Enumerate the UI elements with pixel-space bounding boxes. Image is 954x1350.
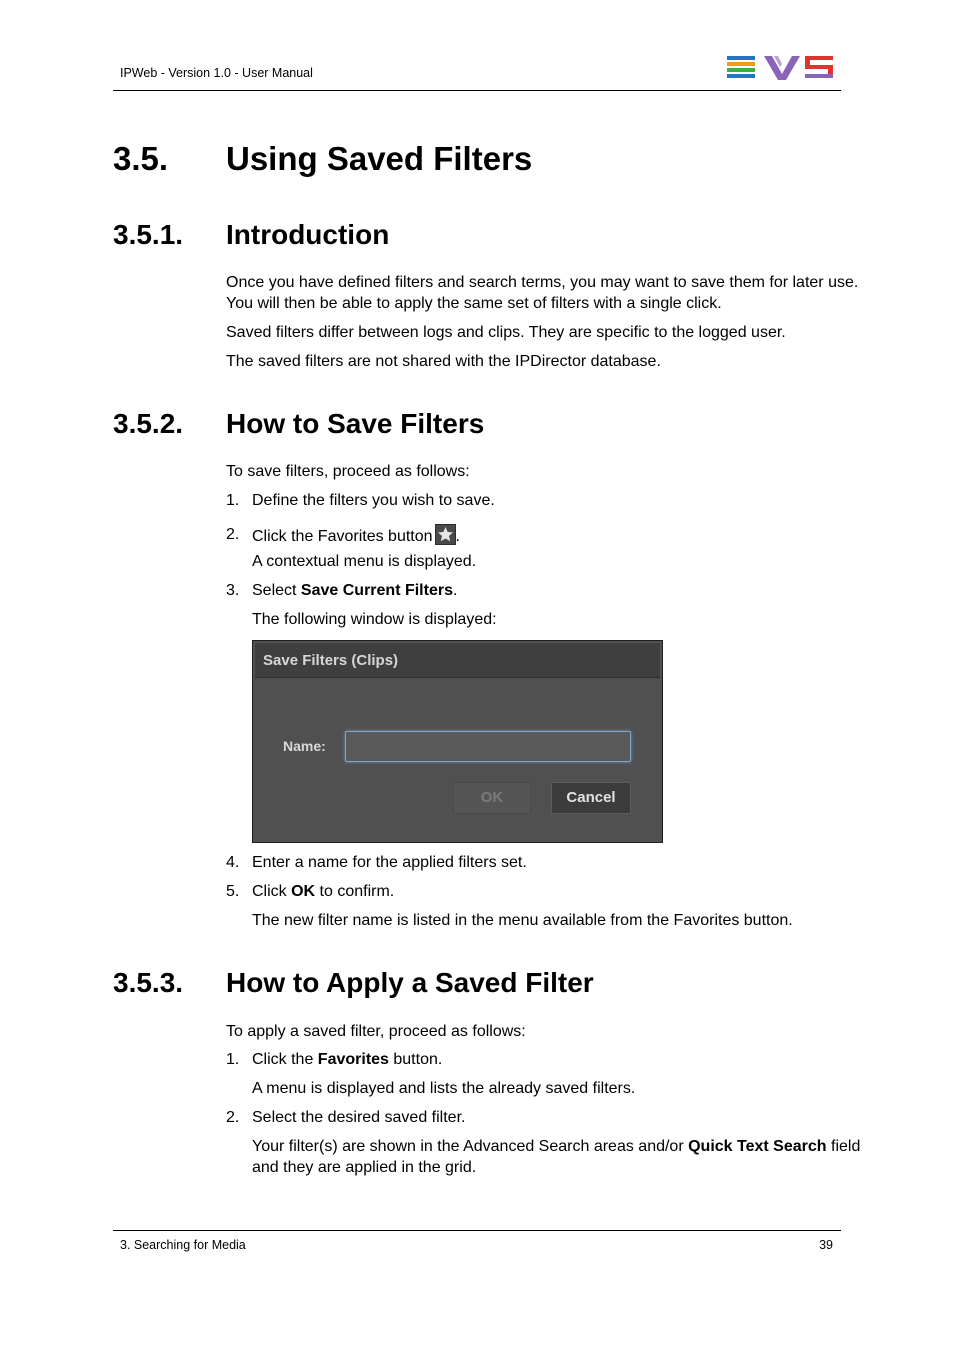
intro-title: Introduction xyxy=(226,219,390,250)
save-step5-note: The new filter name is listed in the menu available from the Favorites button. xyxy=(252,912,793,929)
save-step2 xyxy=(252,524,460,547)
save-step2-number: 2. xyxy=(226,526,240,543)
save-filters-dialog xyxy=(252,640,663,843)
save-title: How to Save Filters xyxy=(226,408,485,439)
intro-p1-line1: Once you have defined filters and search terms, you may want to save them for later use. xyxy=(226,274,859,291)
footer-chapter: 3. Searching for Media xyxy=(120,1238,246,1252)
intro-p2: Saved filters differ between logs and clips. They are specific to the logged user. xyxy=(226,324,786,341)
apply-step1-post: button. xyxy=(388,1051,443,1068)
intro-p1-line2: You will then be able to apply the same set of filters with a single click. xyxy=(226,295,722,312)
save-step3-bold: Save Current Filters xyxy=(300,582,453,599)
ok-button[interactable]: OK xyxy=(453,782,531,814)
intro-number: 3.5.1. xyxy=(113,219,184,250)
save-step4-text: Enter a name for the applied filters set. xyxy=(252,854,527,871)
save-step2-text: Click the Favorites button xyxy=(252,528,433,545)
apply-heading xyxy=(0,967,954,1001)
evs-logo xyxy=(726,54,834,82)
save-step2-after: . xyxy=(455,528,460,545)
apply-step2-number: 2. xyxy=(226,1109,240,1126)
name-input[interactable] xyxy=(345,731,631,762)
apply-step2-note-post: field xyxy=(826,1138,861,1155)
apply-lead: To apply a saved filter, proceed as follows: xyxy=(226,1023,526,1040)
apply-step1-number: 1. xyxy=(226,1051,240,1068)
cancel-button[interactable]: Cancel xyxy=(551,782,631,814)
section-heading xyxy=(0,140,954,180)
apply-step1 xyxy=(252,1049,442,1070)
save-step3-note: The following window is displayed: xyxy=(252,611,497,628)
save-step1-text: Define the filters you wish to save. xyxy=(252,492,495,509)
apply-step1-bold: Favorites xyxy=(317,1051,389,1068)
save-step4-number: 4. xyxy=(226,854,240,871)
dialog-title: Save Filters (Clips) xyxy=(263,652,399,669)
section-title: Using Saved Filters xyxy=(226,140,533,177)
save-step5-bold: OK xyxy=(291,883,316,900)
save-heading xyxy=(0,408,954,442)
save-lead: To save filters, proceed as follows: xyxy=(226,463,470,480)
apply-step2-text: Select the desired saved filter. xyxy=(252,1109,466,1126)
save-step3-pre: Select xyxy=(252,582,301,599)
page-number: 39 xyxy=(819,1238,833,1252)
save-step5-post: to confirm. xyxy=(315,883,395,900)
favorites-star-icon xyxy=(435,524,456,545)
intro-p3: The saved filters are not shared with the IPDirector database. xyxy=(226,353,661,370)
apply-title: How to Apply a Saved Filter xyxy=(226,967,594,998)
apply-step2-note xyxy=(252,1136,860,1157)
intro-heading xyxy=(0,219,954,253)
save-step5 xyxy=(252,881,394,902)
running-header: IPWeb - Version 1.0 - User Manual xyxy=(120,66,313,80)
save-step3-post: . xyxy=(452,582,458,599)
save-step2-note: A contextual menu is displayed. xyxy=(252,553,477,570)
save-step3-number: 3. xyxy=(226,582,240,599)
save-step5-number: 5. xyxy=(226,883,240,900)
save-number: 3.5.2. xyxy=(113,408,184,439)
section-number: 3.5. xyxy=(113,140,169,177)
apply-step2-note-pre: Your filter(s) are shown in the Advanced Search areas and/or xyxy=(252,1138,689,1155)
apply-number: 3.5.3. xyxy=(113,967,184,998)
save-step3 xyxy=(252,580,457,601)
footer-rule xyxy=(113,1230,841,1231)
header-rule xyxy=(113,90,841,91)
apply-step1-pre: Click the xyxy=(252,1051,318,1068)
apply-step2-note-bold: Quick Text Search xyxy=(688,1138,827,1155)
apply-step2-note-line2: and they are applied in the grid. xyxy=(252,1159,477,1176)
dialog-titlebar xyxy=(255,643,660,678)
save-step5-pre: Click xyxy=(252,883,292,900)
apply-step1-note: A menu is displayed and lists the already saved filters. xyxy=(252,1080,636,1097)
name-label: Name: xyxy=(283,738,326,754)
save-step1-number: 1. xyxy=(226,492,240,509)
